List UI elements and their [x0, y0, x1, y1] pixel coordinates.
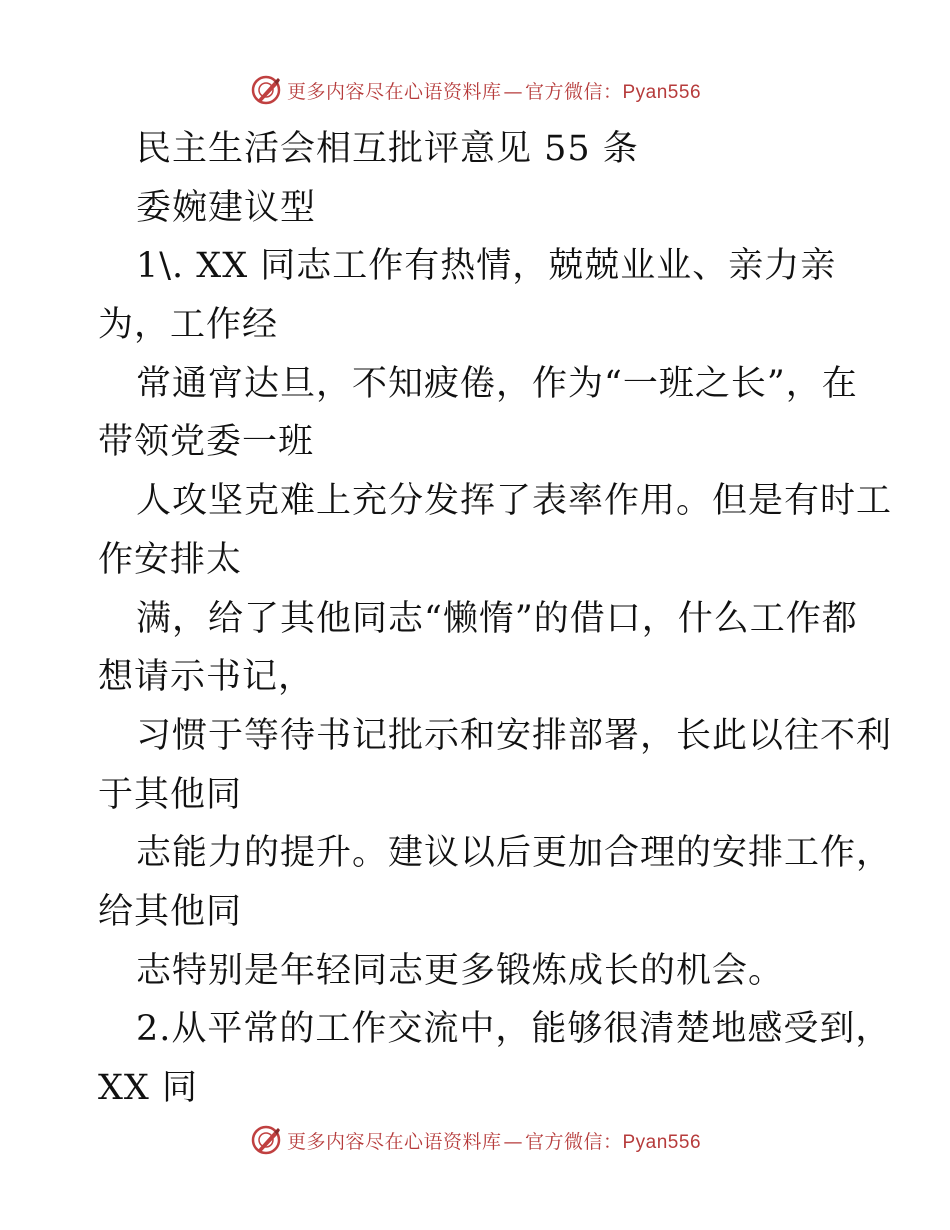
watermark-title: 更多内容尽在心语资料库 — [286, 1130, 502, 1153]
paragraph-line: 习惯于等待书记批示和安排部署，长此以往不利 — [136, 715, 893, 756]
paragraph-line: 为，工作经 — [98, 305, 279, 346]
footer-watermark — [0, 1120, 950, 1160]
pen-logo-icon — [249, 1123, 283, 1157]
paragraph-line: 带领党委一班 — [98, 422, 315, 463]
watermark-text — [287, 1127, 701, 1154]
watermark-wechat-id: Pyan556 — [622, 1131, 702, 1153]
watermark-dash: — — [503, 80, 523, 103]
paragraph-line: XX 同 — [98, 1068, 198, 1108]
watermark-wechat-id: Pyan556 — [622, 81, 702, 103]
watermark-dash: — — [503, 1130, 523, 1153]
paragraph-line: 给其他同 — [98, 891, 243, 932]
paragraph-line: 满，给了其他同志“懒惰”的借口，什么工作都 — [136, 598, 858, 639]
paragraph-line: 常通宵达旦，不知疲倦，作为“一班之长”，在 — [136, 363, 858, 404]
paragraph-line: 人攻坚克难上充分发挥了表率作用。但是有时工 — [136, 481, 893, 522]
paragraph-line: 于其他同 — [98, 774, 243, 815]
watermark-text — [287, 77, 701, 104]
watermark-wechat-label: 官方微信： — [524, 1130, 623, 1153]
header-watermark — [0, 70, 950, 110]
pen-logo-icon — [249, 73, 283, 107]
section-heading: 委婉建议型 — [136, 187, 317, 228]
watermark-title: 更多内容尽在心语资料库 — [286, 80, 502, 103]
document-title: 民主生活会相互批评意见 55 条 — [136, 129, 639, 169]
document-body — [0, 120, 950, 1118]
watermark-wechat-label: 官方微信： — [524, 80, 623, 103]
paragraph-line: 2.从平常的工作交流中，能够很清楚地感受到， — [136, 1009, 892, 1050]
paragraph-line: 想请示书记， — [98, 657, 315, 698]
paragraph-line: 志能力的提升。建议以后更加合理的安排工作， — [136, 833, 893, 874]
paragraph-line: 作安排太 — [98, 539, 243, 580]
paragraph-line: 志特别是年轻同志更多锻炼成长的机会。 — [136, 950, 785, 991]
paragraph-line: 1\. XX 同志工作有热情，兢兢业业、亲力亲 — [136, 246, 837, 287]
